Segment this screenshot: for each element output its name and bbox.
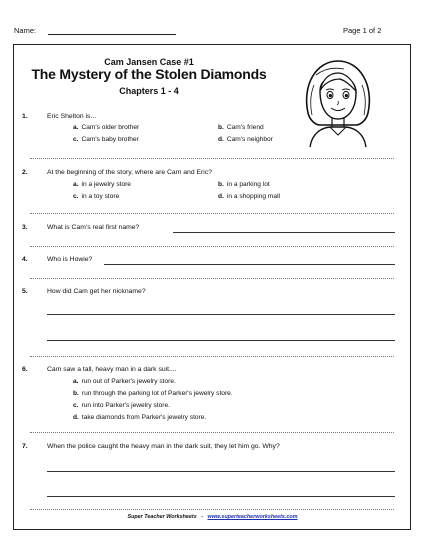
case-title: Cam Jansen Case #1 (104, 57, 194, 67)
question-number: 7. (22, 443, 28, 450)
question-number: 1. (22, 113, 28, 120)
section-divider (30, 278, 394, 279)
option-d: d. in a shopping mall (218, 193, 281, 200)
footer (14, 514, 411, 520)
option-d: d. Cam's neighbor (218, 136, 273, 143)
option-b: b. Cam's friend (218, 124, 264, 131)
option-c: c. in a toy store (73, 193, 120, 200)
question-text: Eric Shelton is... (47, 113, 97, 120)
option-c: c. Cam's baby brother (73, 136, 139, 143)
section-divider (30, 509, 394, 510)
question-number: 2. (22, 169, 28, 176)
answer-line[interactable] (47, 496, 395, 497)
answer-line[interactable] (47, 314, 395, 315)
question-text: Who is Howie? (47, 256, 93, 263)
footer-brand: Super Teacher Worksheets (127, 514, 197, 520)
question-number: 5. (22, 288, 28, 295)
worksheet-title: The Mystery of the Stolen Diamonds (31, 66, 267, 82)
question-text: Cam saw a tall, heavy man in a dark suit.... (47, 366, 177, 373)
name-label: Name: (14, 26, 37, 35)
section-divider (30, 213, 394, 214)
question-number: 6. (22, 366, 28, 373)
name-line (48, 34, 176, 35)
footer-separator: - (201, 514, 204, 520)
option-c: c. run into Parker's jewelry store. (73, 402, 170, 409)
option-b: b. run through the parking lot of Parker's jewelry store. (73, 390, 233, 397)
answer-line[interactable] (173, 232, 395, 233)
page-number: Page 1 of 2 (343, 26, 382, 35)
question-text: How did Cam get her nickname? (47, 288, 146, 295)
section-divider (30, 432, 394, 433)
question-number: 4. (22, 256, 28, 263)
footer-url-link[interactable]: www.superteacherworksheets.com (207, 514, 298, 520)
section-divider (30, 158, 394, 159)
girl-portrait-icon (294, 55, 382, 151)
section-divider (30, 246, 394, 247)
chapters-label: Chapters 1 - 4 (119, 86, 179, 96)
option-a: a. run out of Parker's jewelry store. (73, 378, 176, 385)
question-number: 3. (22, 224, 28, 231)
question-text: What is Cam's real first name? (47, 224, 140, 231)
answer-line[interactable] (104, 264, 395, 265)
question-text: At the beginning of the story, where are Cam and Eric? (47, 169, 212, 176)
option-b: b. in a parking lot (218, 181, 270, 188)
option-a: a. Cam's older brother (73, 124, 140, 131)
option-a: a. in a jewelry store (73, 181, 131, 188)
answer-line[interactable] (47, 471, 395, 472)
option-d: d. take diamonds from Parker's jewelry store. (73, 414, 207, 421)
section-divider (30, 356, 394, 357)
answer-line[interactable] (47, 340, 395, 341)
question-text: When the police caught the heavy man in the dark suit, they let him go. Why? (47, 443, 280, 450)
